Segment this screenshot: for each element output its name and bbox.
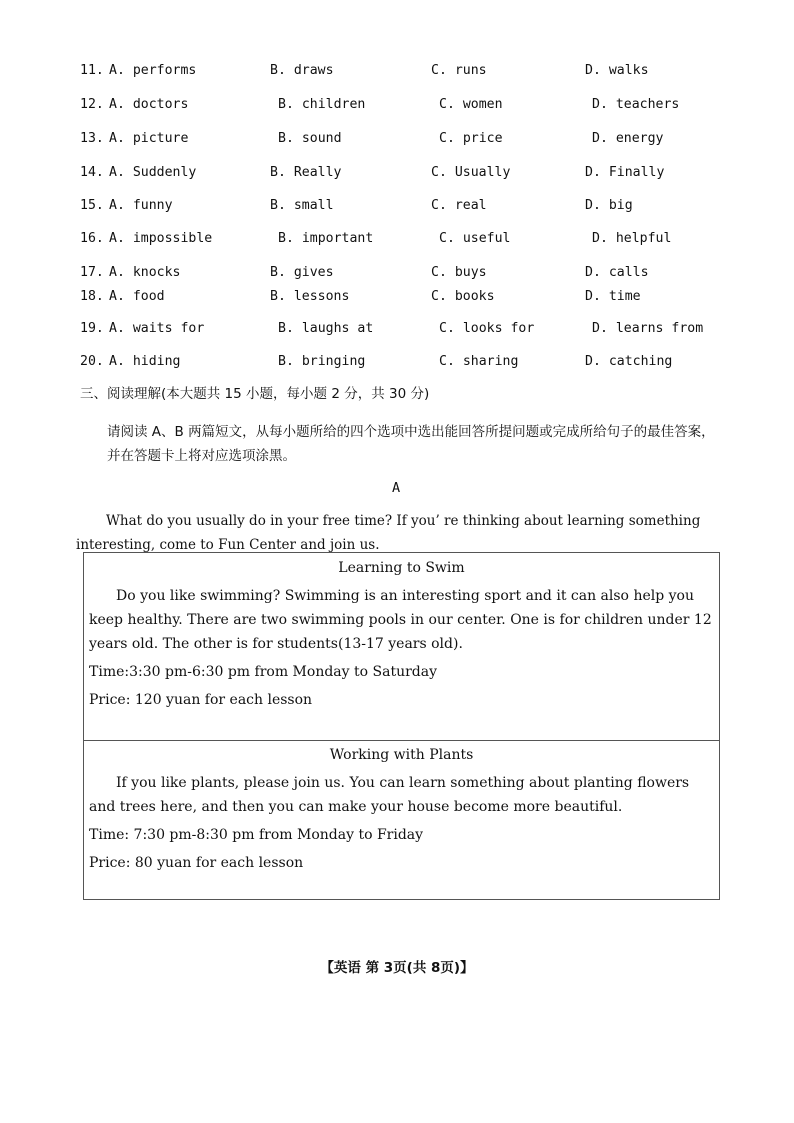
question-number: 20.	[80, 354, 104, 369]
option-d: D. catching	[585, 354, 673, 369]
option-c: C. looks for	[439, 321, 535, 336]
option-c: C. price	[439, 131, 503, 146]
option-b: B. lessons	[270, 289, 350, 304]
option-c: C. buys	[431, 265, 487, 280]
ad-price: Price: 120 yuan for each lesson	[89, 692, 313, 708]
ad-title: Learning to Swim	[338, 560, 465, 576]
question-17	[0, 263, 794, 283]
option-d: D. helpful	[592, 231, 672, 246]
option-d: D. walks	[585, 63, 649, 78]
option-c: C. real	[431, 198, 487, 213]
option-a: A. performs	[109, 63, 197, 78]
passage-intro: What do you usually do in your free time? If you’ re thinking about learning something interesting, come to Fun Center and join us.	[76, 513, 701, 553]
ad-plants	[84, 740, 719, 900]
ad-swim	[84, 553, 719, 741]
option-d: D. big	[585, 198, 633, 213]
question-number: 14.	[80, 165, 104, 180]
option-a: A. food	[109, 289, 165, 304]
question-20	[0, 352, 794, 372]
question-number: 19.	[80, 321, 104, 336]
option-a: A. hiding	[109, 354, 181, 369]
section-title: 三、阅读理解(本大题共 15 小题，每小题 2 分，共 30 分)	[80, 386, 430, 402]
option-d: D. learns from	[592, 321, 704, 336]
question-number: 12.	[80, 97, 104, 112]
option-b: B. gives	[270, 265, 334, 280]
ad-title: Working with Plants	[329, 747, 474, 763]
option-b: B. sound	[278, 131, 342, 146]
question-16	[0, 229, 794, 249]
question-number: 13.	[80, 131, 104, 146]
question-18	[0, 287, 794, 307]
question-number: 16.	[80, 231, 104, 246]
option-c: C. runs	[431, 63, 487, 78]
option-a: A. doctors	[109, 97, 189, 112]
option-c: C. useful	[439, 231, 511, 246]
section-instructions: 请阅读 A、B 两篇短文，从每小题所给的四个选项中选出能回答所提问题或完成所给句子的最佳答案，并在答题卡上将对应选项涂黑。	[107, 424, 715, 464]
ad-body: Do you like swimming? Swimming is an interesting sport and it can also help you keep healthy. There are two swimming pools in our center. One is for children under 12 years old. The other is for students(13-17 years old).	[89, 588, 712, 652]
question-number: 18.	[80, 289, 104, 304]
option-a: A. Suddenly	[109, 165, 197, 180]
option-c: C. Usually	[431, 165, 511, 180]
passage-label: A	[392, 480, 401, 496]
option-b: B. bringing	[278, 354, 366, 369]
question-11	[0, 61, 794, 81]
option-d: D. calls	[585, 265, 649, 280]
option-b: B. small	[270, 198, 334, 213]
option-a: A. waits for	[109, 321, 205, 336]
option-a: A. knocks	[109, 265, 181, 280]
option-b: B. draws	[270, 63, 334, 78]
option-c: C. women	[439, 97, 503, 112]
question-number: 11.	[80, 63, 104, 78]
option-a: A. picture	[109, 131, 189, 146]
option-b: B. important	[278, 231, 374, 246]
ad-time: Time:3:30 pm-6:30 pm from Monday to Saturday	[89, 664, 437, 680]
option-b: B. Really	[270, 165, 342, 180]
question-12	[0, 95, 794, 115]
option-b: B. laughs at	[278, 321, 374, 336]
question-number: 17.	[80, 265, 104, 280]
question-number: 15.	[80, 198, 104, 213]
ad-price: Price: 80 yuan for each lesson	[89, 855, 304, 871]
question-19	[0, 319, 794, 339]
ad-box	[83, 552, 720, 900]
option-d: D. Finally	[585, 165, 665, 180]
option-a: A. impossible	[109, 231, 213, 246]
question-14	[0, 163, 794, 183]
option-d: D. energy	[592, 131, 664, 146]
option-c: C. books	[431, 289, 495, 304]
question-13	[0, 129, 794, 149]
option-d: D. time	[585, 289, 641, 304]
question-15	[0, 196, 794, 216]
page-footer: 【英语 第 3页(共 8页)】	[320, 960, 474, 976]
option-d: D. teachers	[592, 97, 680, 112]
option-b: B. children	[278, 97, 366, 112]
ad-body: If you like plants, please join us. You can learn something about planting flowers and trees here, and then you can make your house become more beautiful.	[89, 775, 690, 815]
ad-time: Time: 7:30 pm-8:30 pm from Monday to Friday	[89, 827, 424, 843]
option-c: C. sharing	[439, 354, 519, 369]
option-a: A. funny	[109, 198, 173, 213]
